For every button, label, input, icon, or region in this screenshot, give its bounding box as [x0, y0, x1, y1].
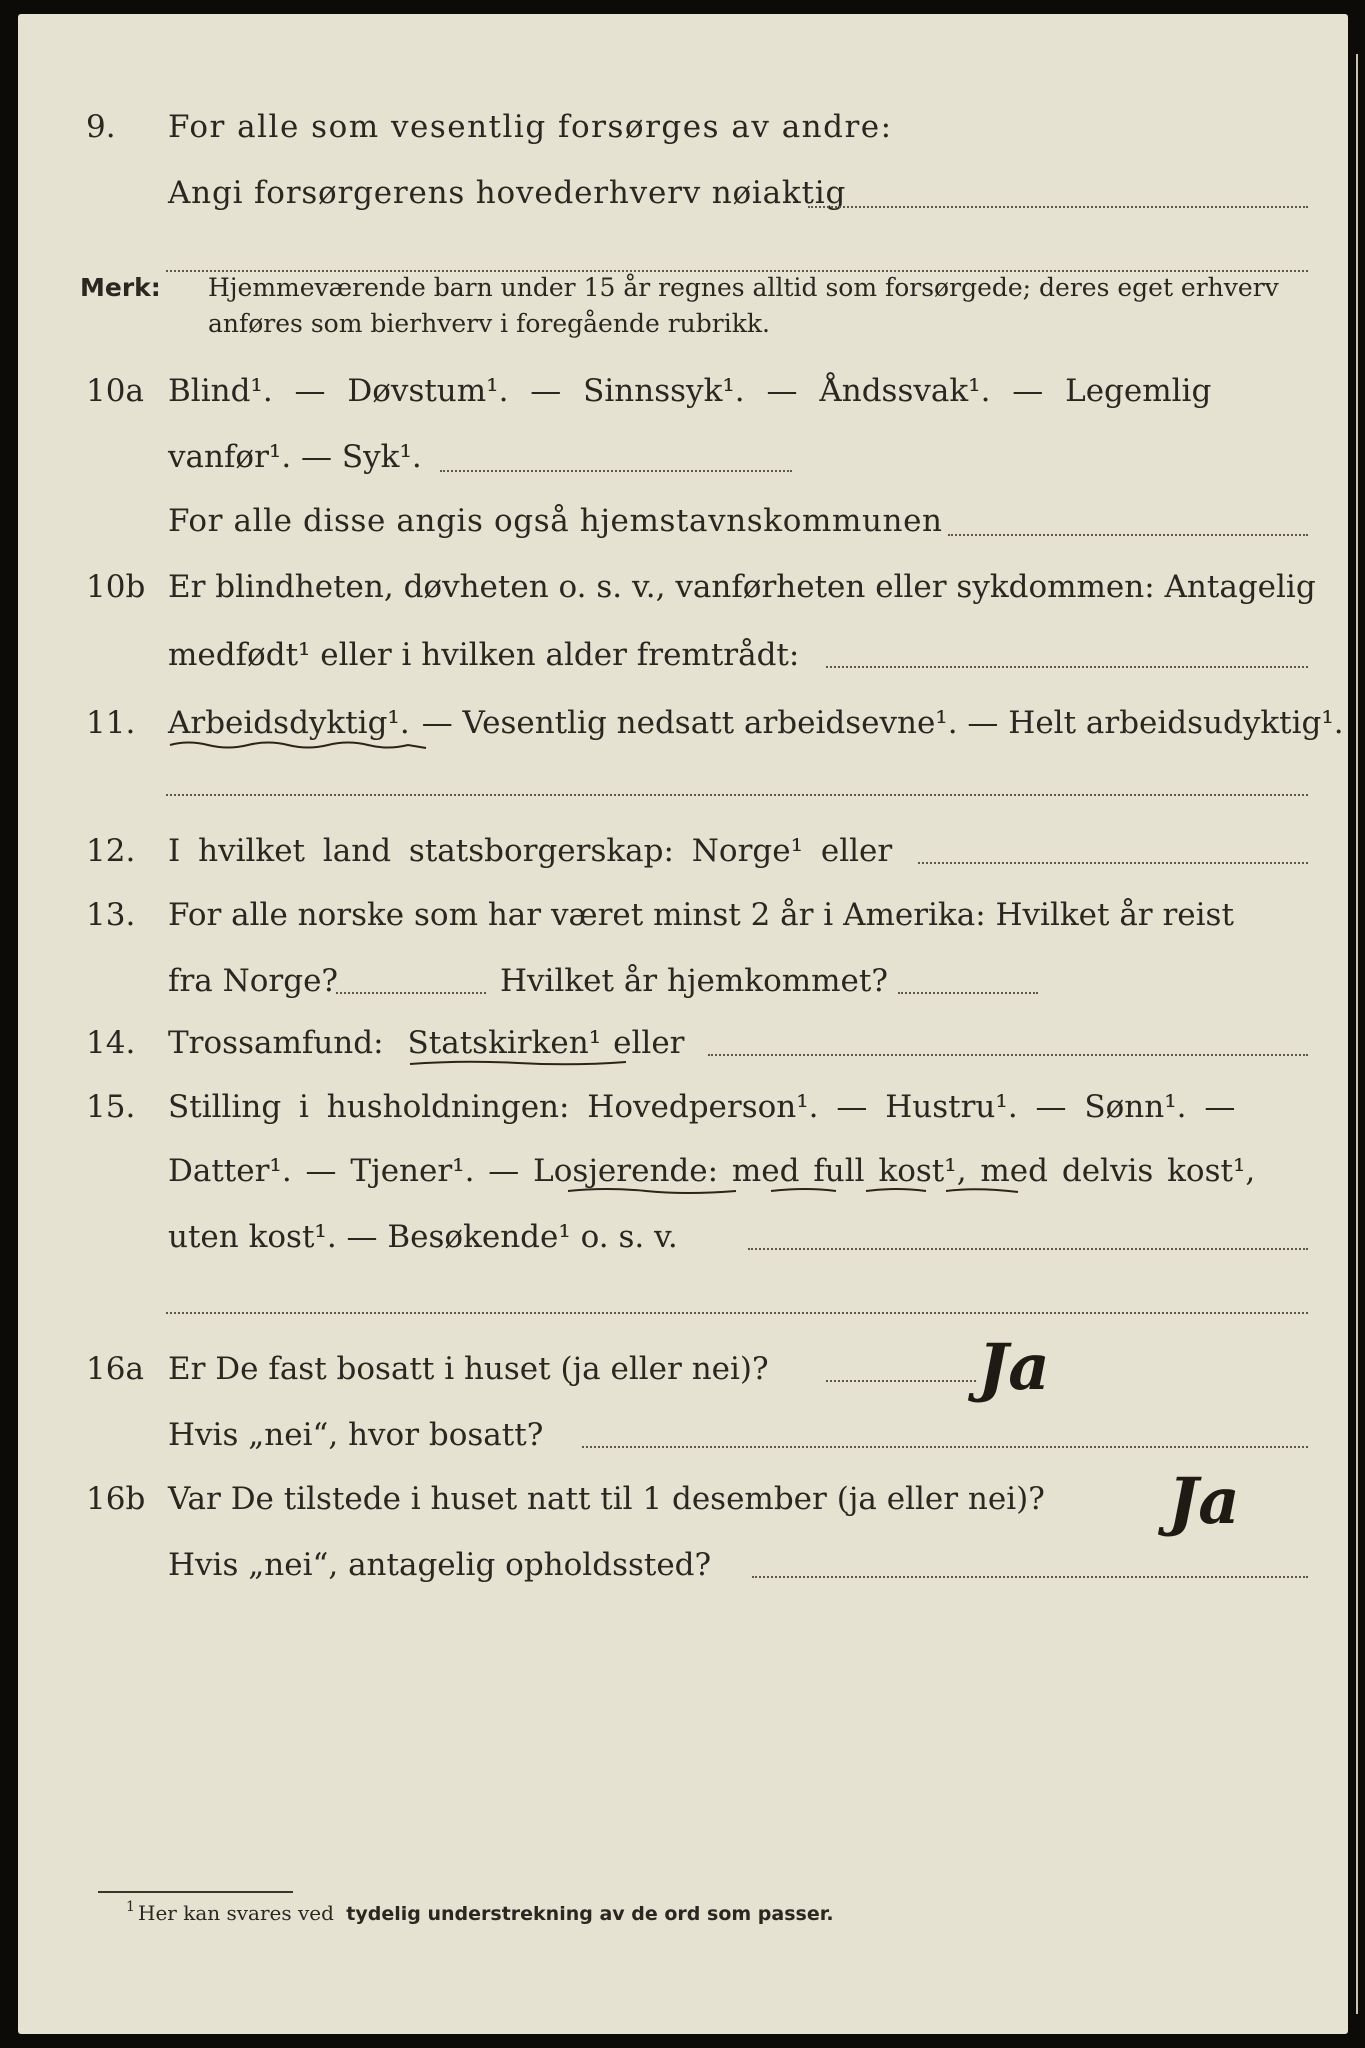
question-16b-line1 — [18, 1474, 1348, 1524]
question-text: Er De fast bosatt i huset (ja eller nei)? — [168, 1351, 769, 1387]
answer-line[interactable] — [582, 1446, 1308, 1448]
question-number: 15. — [86, 1089, 136, 1125]
question-number: 10b — [86, 569, 146, 605]
question-text: vanfør¹. — Syk¹. — [168, 439, 422, 475]
note-text: Hjemmeværende barn under 15 år regnes alltid som forsørgede; deres eget erhverv — [208, 273, 1279, 302]
note-label: Merk: — [80, 273, 161, 302]
question-10b-line2 — [18, 630, 1348, 680]
question-text: Hvilket år hjemkommet? — [500, 963, 888, 999]
question-16b-line2 — [18, 1540, 1348, 1590]
question-text: Blind¹. — Døvstum¹. — Sinnssyk¹. — Åndssvak¹. — Legemlig — [168, 373, 1212, 409]
question-14 — [18, 1018, 1348, 1068]
footnote-text: Her kan svares ved — [138, 1901, 334, 1925]
question-number: 12. — [86, 833, 136, 869]
handwritten-answer-16b[interactable]: Ja — [1168, 1464, 1240, 1539]
question-9-line2 — [18, 168, 1348, 218]
question-16a-line1 — [18, 1344, 1348, 1394]
question-number: 16a — [86, 1351, 144, 1387]
page-edge-line — [1356, 54, 1358, 2014]
question-text: I hvilket land statsborgerskap: Norge¹ eller — [168, 833, 893, 869]
answer-line[interactable] — [826, 666, 1308, 668]
answer-line[interactable] — [166, 1312, 1308, 1314]
question-number: 11. — [86, 705, 136, 741]
question-number: 13. — [86, 897, 136, 933]
question-number: 14. — [86, 1025, 136, 1061]
answer-line[interactable] — [808, 206, 1308, 208]
question-text: Hvis „nei“, antagelig opholdssted? — [168, 1547, 712, 1583]
question-text: Datter¹. — Tjener¹. — Losjerende: med full kost¹, med delvis kost¹, — [168, 1153, 1256, 1189]
question-number: 10a — [86, 373, 144, 409]
question-number: 9. — [86, 109, 116, 145]
question-13-line2 — [18, 956, 1348, 1006]
answer-line[interactable] — [752, 1576, 1308, 1578]
question-label: Trossamfund: — [168, 1025, 384, 1061]
options-rest: — Vesentlig nedsatt arbeidsevne¹. — Helt arbeidsudyktig¹. — [421, 705, 1344, 741]
question-10a-line2 — [18, 432, 1348, 482]
note-text: anføres som bierhverv i foregående rubrikk. — [208, 309, 770, 338]
question-10a-line3 — [18, 496, 1348, 546]
footnote-rule — [98, 1891, 293, 1893]
answer-line[interactable] — [948, 534, 1308, 536]
question-text: uten kost¹. — Besøkende¹ o. s. v. — [168, 1219, 678, 1255]
question-15-line3 — [18, 1212, 1348, 1262]
question-text: Hvis „nei“, hvor bosatt? — [168, 1417, 544, 1453]
question-text: fra Norge? — [168, 963, 339, 999]
question-text: For alle disse angis også hjemstavnskommunen — [168, 503, 943, 539]
footnote — [126, 1899, 834, 1925]
answer-line[interactable] — [826, 1380, 976, 1382]
question-text — [168, 698, 1344, 748]
question-15-line2 — [18, 1146, 1348, 1196]
answer-line[interactable] — [898, 992, 1038, 994]
question-15-line1 — [18, 1082, 1348, 1132]
question-number: 16b — [86, 1481, 146, 1517]
question-text: Var De tilstede i huset natt til 1 desember (ja eller nei)? — [168, 1481, 1045, 1517]
question-10b-line1 — [18, 562, 1348, 612]
answer-line[interactable] — [336, 992, 486, 994]
question-16a-line2 — [18, 1410, 1348, 1460]
note-line1 — [80, 270, 1279, 306]
census-form-page — [18, 14, 1348, 2034]
question-text: For alle som vesentlig forsørges av andre: — [168, 109, 893, 145]
question-text: Er blindheten, døvheten o. s. v., vanførheten eller sykdommen: Antagelig — [168, 569, 1316, 605]
option-arbeidsdyktig[interactable]: Arbeidsdyktig¹. — [168, 705, 410, 741]
question-9-line1 — [18, 102, 1348, 152]
answer-line[interactable] — [708, 1054, 1308, 1056]
question-text: Stilling i husholdningen: Hovedperson¹. — Hustru¹. — Sønn¹. — — [168, 1089, 1236, 1125]
question-13-line1 — [18, 890, 1348, 940]
footnote-bold-text: tydelig understrekning av de ord som passer. — [346, 1903, 834, 1925]
question-12 — [18, 826, 1348, 876]
question-text — [168, 1018, 684, 1068]
answer-line[interactable] — [166, 794, 1308, 796]
footnote-mark: 1 — [126, 1899, 135, 1915]
question-10a-line1 — [18, 366, 1348, 416]
answer-line[interactable] — [440, 470, 792, 472]
question-text: For alle norske som har været minst 2 år i Amerika: Hvilket år reist — [168, 897, 1234, 933]
answer-line[interactable] — [918, 862, 1308, 864]
question-11 — [18, 698, 1348, 748]
option-rest: eller — [613, 1025, 685, 1061]
option-statskirken[interactable]: Statskirken¹ — [407, 1025, 602, 1061]
question-text: medfødt¹ eller i hvilken alder fremtrådt: — [168, 637, 800, 673]
answer-line[interactable] — [748, 1248, 1308, 1250]
handwritten-answer-16a[interactable]: Ja — [978, 1330, 1050, 1405]
question-text: Angi forsørgerens hovederhverv nøiaktig — [168, 175, 847, 211]
